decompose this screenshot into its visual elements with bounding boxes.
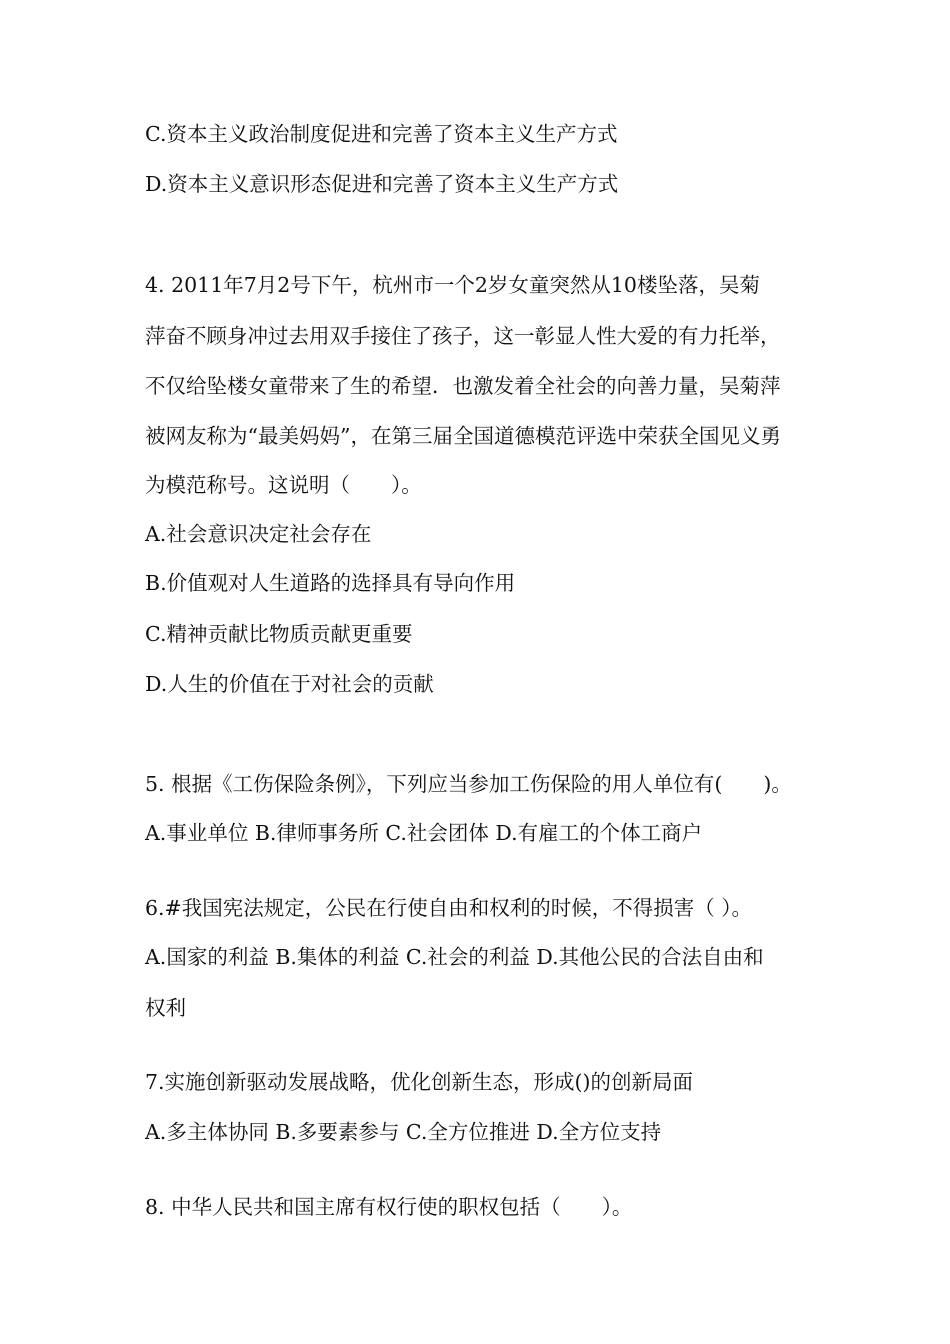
q4-stem-line-4: 被网友称为“最美妈妈”，在第三届全国道德模范评选中荣获全国见义勇 xyxy=(145,424,781,448)
q4-stem-line-3: 不仅给坠楼女童带来了生的希望．也激发着全社会的向善力量，吴菊萍 xyxy=(145,374,781,398)
q6-stem: 6.#我国宪法规定，公民在行使自由和权利的时候，不得损害（ ）。 xyxy=(145,896,753,920)
q7-stem: 7.实施创新驱动发展战略，优化创新生态，形成()的创新局面 xyxy=(145,1070,694,1094)
q4-option-a: A.社会意识决定社会存在 xyxy=(145,522,372,546)
q4-stem-line-1: 4. 2011年7月2号下午，杭州市一个2岁女童突然从10楼坠落，吴菊 xyxy=(145,273,760,297)
q4-stem-line-2: 萍奋不顾身冲过去用双手接住了孩子，这一彰显人性大爱的有力托举， xyxy=(145,324,781,348)
q4-option-d: D.人生的价值在于对社会的贡献 xyxy=(145,672,434,696)
q6-options-line-2: 权利 xyxy=(145,996,186,1020)
q7-options: A.多主体协同 B.多要素参与 C.全方位推进 D.全方位支持 xyxy=(145,1120,662,1144)
q5-stem: 5. 根据《工伤保险条例》，下列应当参加工伤保险的用人单位有( )。 xyxy=(145,772,792,796)
q4-option-b: B.价值观对人生道路的选择具有导向作用 xyxy=(145,571,516,595)
q3-option-c: C.资本主义政治制度促进和完善了资本主义生产方式 xyxy=(145,122,618,146)
q6-options-line-1: A.国家的利益 B.集体的利益 C.社会的利益 D.其他公民的合法自由和 xyxy=(145,945,764,969)
q4-option-c: C.精神贡献比物质贡献更重要 xyxy=(145,622,413,646)
q3-option-d: D.资本主义意识形态促进和完善了资本主义生产方式 xyxy=(145,172,619,196)
q4-stem-line-5: 为模范称号。这说明（ ）。 xyxy=(145,473,422,497)
q5-options: A.事业单位 B.律师事务所 C.社会团体 D.有雇工的个体工商户 xyxy=(145,821,703,845)
q8-stem: 8. 中华人民共和国主席有权行使的职权包括（ ）。 xyxy=(145,1195,633,1219)
